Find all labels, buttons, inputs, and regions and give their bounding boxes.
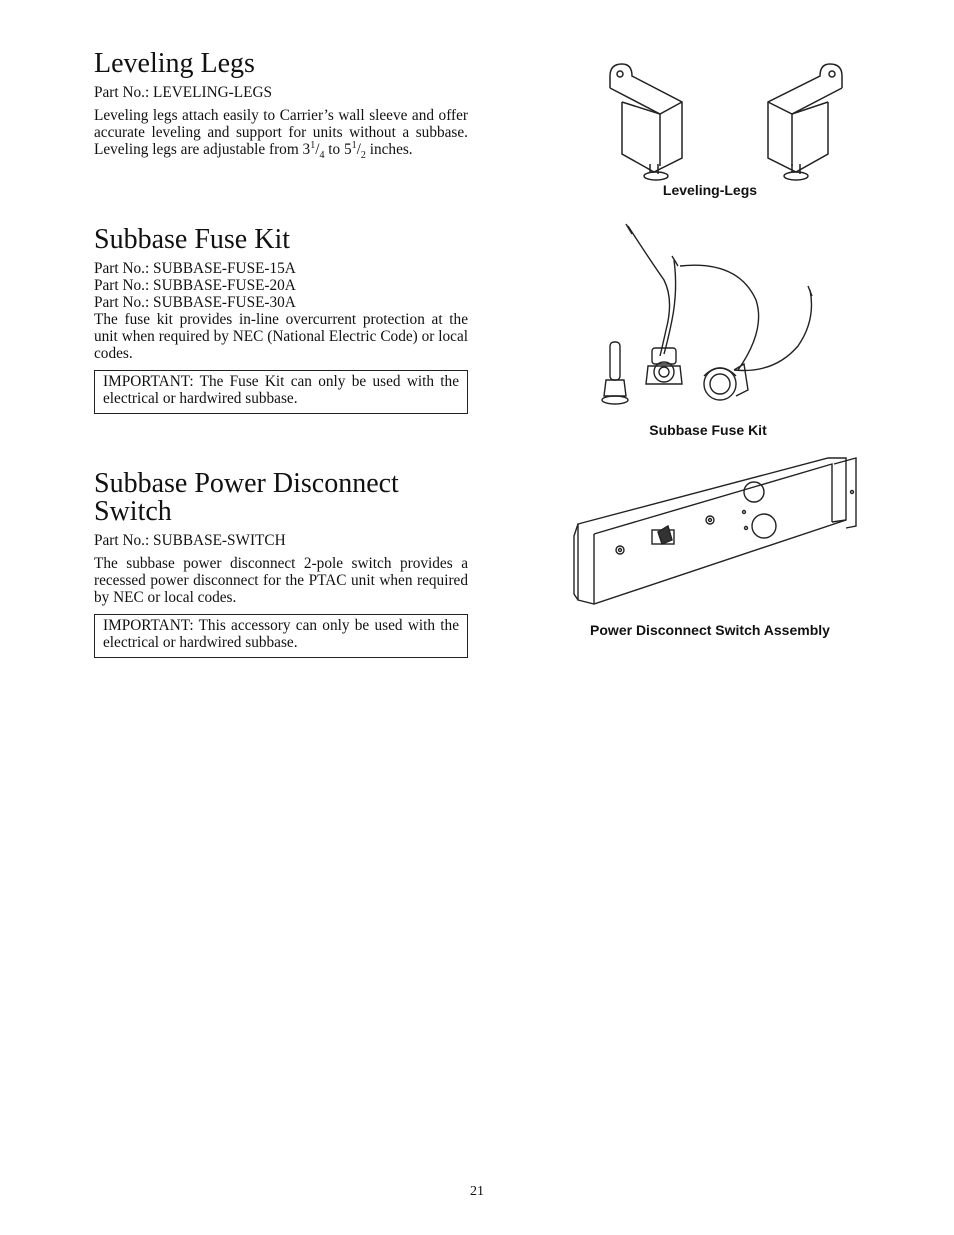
- heading-leveling-legs: Leveling Legs: [94, 48, 255, 79]
- part-number: Part No.: LEVELING-LEGS: [94, 84, 273, 101]
- heading-subbase-fuse-kit: Subbase Fuse Kit: [94, 224, 290, 255]
- power-disconnect-switch-illustration: [570, 454, 860, 610]
- part-number: Part No.: SUBBASE-SWITCH: [94, 532, 286, 549]
- important-note-switch: IMPORTANT: This accessory can only be used with the electrical or hardwired subbase.: [94, 614, 468, 658]
- description-fuse-kit: The fuse kit provides in-line overcurrent protection at the unit when required by NEC (National Electric Code) or local codes.: [94, 311, 468, 362]
- section-subbase-fuse-kit: [94, 226, 468, 414]
- caption-leveling-legs: Leveling-Legs: [662, 182, 758, 198]
- leveling-legs-illustration: [596, 58, 856, 186]
- part-number: Part No.: SUBBASE-FUSE-30A: [94, 294, 296, 311]
- section-leveling-legs: [94, 48, 468, 162]
- caption-fuse-kit: Subbase Fuse Kit: [649, 422, 767, 438]
- important-note-fuse: IMPORTANT: The Fuse Kit can only be used with the electrical or hardwired subbase.: [94, 370, 468, 414]
- heading-power-disconnect: Subbase Power Disconnect Switch: [94, 468, 399, 527]
- page-number: 21: [470, 1184, 484, 1199]
- description-power-disconnect: The subbase power disconnect 2-pole switch provides a recessed power disconnect for the PTAC unit when required by NEC or local codes.: [94, 555, 468, 606]
- section-power-disconnect: [94, 470, 468, 658]
- description-leveling-legs: Leveling legs attach easily to Carrier’s wall sleeve and offer accurate leveling and support for units without a subbase. Leveling legs are adjustable from $3^1/_4$ to $5^1/_2$ inches.: [94, 107, 468, 162]
- caption-power-disconnect: Power Disconnect Switch Assembly: [590, 622, 830, 638]
- part-number: Part No.: SUBBASE-FUSE-20A: [94, 277, 296, 294]
- part-number: Part No.: SUBBASE-FUSE-15A: [94, 260, 296, 277]
- fuse-kit-illustration: [598, 220, 830, 416]
